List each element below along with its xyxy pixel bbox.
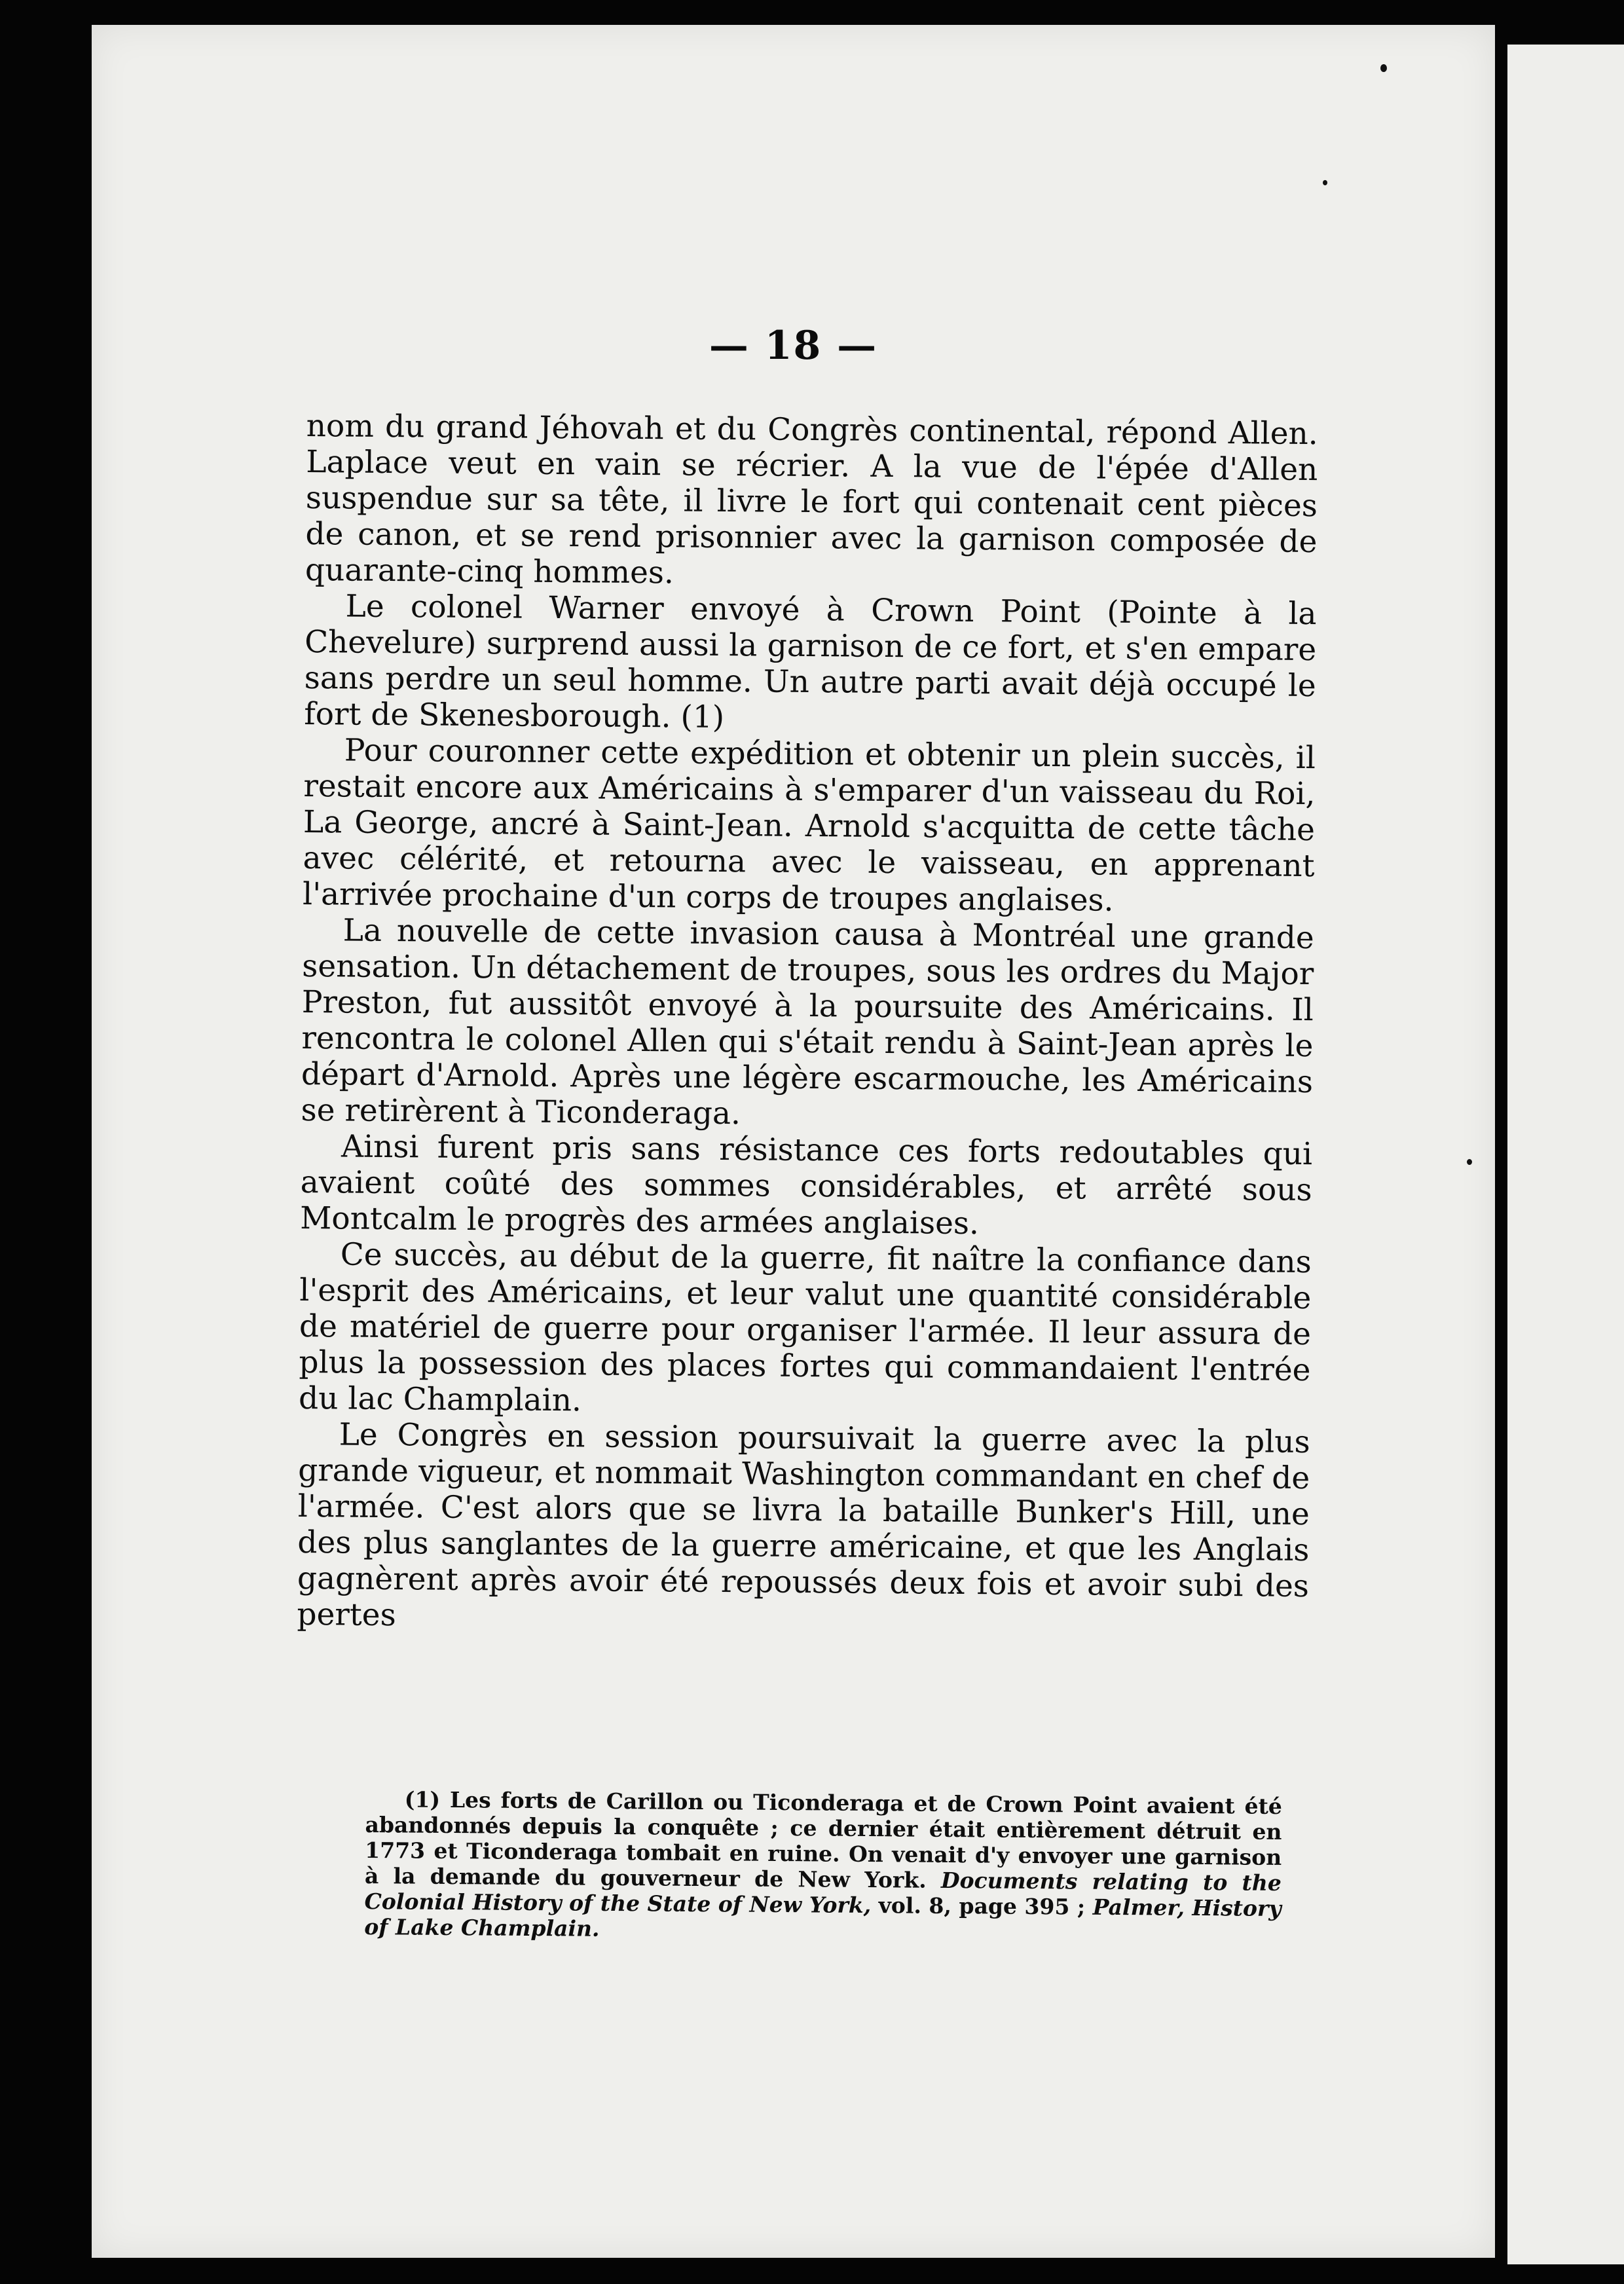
footnote-marker: (1) (404, 1786, 451, 1813)
paragraph-5: Ainsi furent pris sans résistance ces forts redoutables qui avaient coûté des sommes considérables, et arrêté sous Montcalm le progrès des armées anglaises. (300, 1128, 1313, 1242)
book-page (92, 25, 1495, 2258)
paragraph-7: Le Congrès en session poursuivait la guerre avec la plus grande vigueur, et nommait Washington commandant en chef de l'armée. C'est alors que se livra la bataille Bunker's Hill, une des plus sanglantes de la guerre américaine, et que les Anglais gagnèrent après avoir été repoussés deux fois et avoir subi des pertes (297, 1416, 1310, 1634)
paragraph-1: nom du grand Jéhovah et du Congrès continental, répond Allen. Laplace veut en vain se récrier. A la vue de l'épée d'Allen suspendue sur sa tête, il livre le fort qui contenait cent pièces de canon, et se rend prisonnier avec la garnison composée de quarante-cinq hommes. (304, 408, 1318, 591)
footnote-citation-second: Palmer, History of Lake Champlain. (364, 1894, 1282, 1942)
scan-speck (1323, 180, 1327, 185)
footnote (364, 1786, 1282, 1947)
paragraph-2: Le colonel Warner envoyé à Crown Point (Pointe à la Chevelure) surprend aussi la garnison de ce fort, et s'en empare sans perdre un seul homme. Un autre parti avait déjà occupé le fort de Skenesborough. (1) (304, 588, 1317, 736)
footnote-text: Les forts de Carillon ou Ticonderaga et de Crown Point avaient été abandonnés depuis la conquête ; ce dernier était entièrement détruit en 1773 et Ticonderaga tombait en ruine. On venait d'y envoyer une garnison à la demande du gouverneur de New York. (364, 1787, 1282, 1893)
footnote-citation-volume: vol. 8, page 395 ; (878, 1892, 1093, 1920)
page-number: — 18 — (709, 323, 878, 369)
footnote-citation-title: Documents relating to the Colonial History of the State of New York, (364, 1867, 1282, 1919)
body-text (297, 408, 1318, 1640)
paragraph-4: La nouvelle de cette invasion causa à Montréal une grande sensation. Un détachement de troupes, sous les ordres du Major Preston, fut aussitôt envoyé à la poursuite des Américains. Il rencontra le colonel Allen qui s'était rendu à Saint-Jean après le départ d'Arnold. Après une légère escarmouche, les Américains se retirèrent à Ticonderaga. (301, 912, 1314, 1132)
scan-speck (1380, 64, 1387, 72)
paragraph-3: Pour couronner cette expédition et obtenir un plein succès, il restait encore aux Américains à s'emparer d'un vaisseau du Roi, La George, ancré à Saint-Jean. Arnold s'acquitta de cette tâche avec célérité, et retourna avec le vaisseau, en apprenant l'arrivée prochaine d'un corps de troupes anglaises. (302, 732, 1316, 919)
scan-speck (1467, 1159, 1472, 1165)
paragraph-6: Ce succès, au début de la guerre, fit naître la confiance dans l'esprit des Américains, et leur valut une quantité considérable de matériel de guerre pour organiser l'armée. Il leur assura de plus la possession des places fortes qui commandaient l'entrée du lac Champlain. (298, 1236, 1312, 1419)
adjacent-page-edge (1507, 45, 1624, 2264)
